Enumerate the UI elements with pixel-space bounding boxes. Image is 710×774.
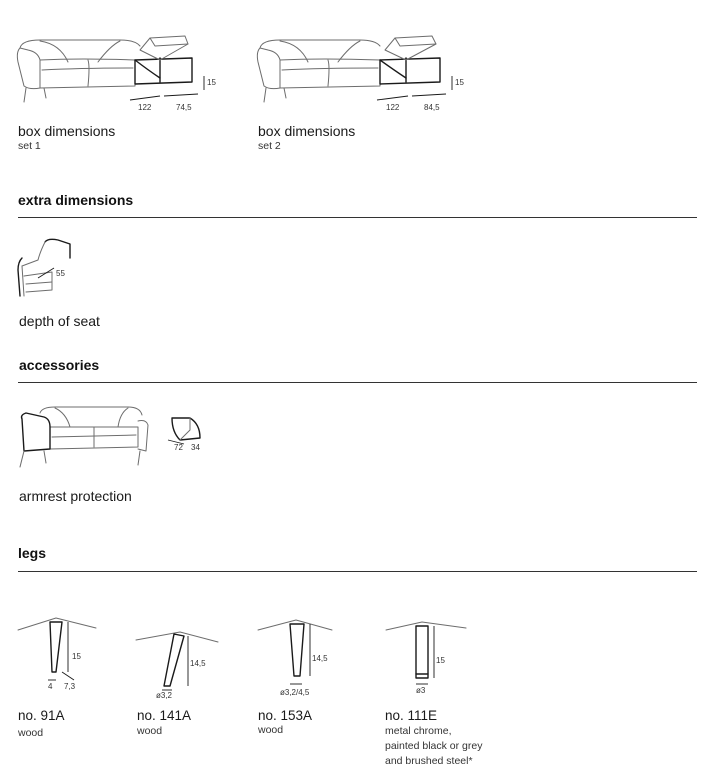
armrest-depth-label: 34: [191, 443, 200, 452]
leg-91a-drawing: [0, 600, 120, 700]
armrest-cover-drawing: [160, 410, 220, 455]
section-divider: [18, 217, 697, 218]
leg-91a-material: wood: [18, 727, 44, 739]
leg-111e-name: no. 111E: [385, 708, 438, 723]
box-dimensions-subtitle-set-2: set 2: [258, 140, 281, 152]
leg-91a-dim-a: 4: [48, 682, 53, 691]
sofa-storage-drawing-set-1: [0, 0, 240, 120]
box-width-label-set-1: 122: [138, 103, 152, 112]
leg-153a-name: no. 153A: [258, 708, 313, 723]
leg-141a-material: wood: [137, 725, 163, 737]
box-height-label-set-1: 15: [207, 78, 216, 87]
leg-141a-name: no. 141A: [137, 708, 192, 723]
legs-heading: legs: [18, 545, 47, 561]
leg-111e-material-line-2: painted black or grey: [385, 740, 483, 752]
box-dimensions-subtitle-set-1: set 1: [18, 140, 41, 152]
leg-153a-height: 14,5: [312, 654, 328, 663]
box-dimensions-title-set-2: box dimensions: [258, 123, 356, 139]
leg-111e-material-line-3: and brushed steel*: [385, 755, 473, 767]
leg-153a-diameter: ø3,2/4,5: [280, 688, 310, 697]
leg-153a-drawing: [240, 600, 360, 700]
seat-depth-drawing: [0, 230, 100, 310]
armrest-protection-caption: armrest protection: [19, 488, 132, 504]
leg-91a-name: no. 91A: [18, 708, 65, 723]
leg-91a-height: 15: [72, 652, 81, 661]
box-depth-label-set-2: 84,5: [424, 103, 440, 112]
seat-depth-caption: depth of seat: [19, 313, 100, 329]
box-depth-label-set-1: 74,5: [176, 103, 192, 112]
seat-depth-value: 55: [56, 269, 65, 278]
leg-141a-diameter: ø3,2: [156, 691, 173, 700]
leg-111e-material-line-1: metal chrome,: [385, 725, 452, 737]
leg-91a-dim-b: 7,3: [64, 682, 76, 691]
leg-153a-material: wood: [258, 724, 284, 736]
sofa-storage-drawing-set-2: [240, 0, 480, 120]
armrest-protection-sofa-drawing: [0, 395, 160, 475]
extra-dimensions-heading: extra dimensions: [18, 192, 134, 208]
box-dimensions-title-set-1: box dimensions: [18, 123, 116, 139]
leg-111e-drawing: [360, 600, 480, 700]
leg-111e-height: 15: [436, 656, 445, 665]
accessories-heading: accessories: [19, 357, 100, 373]
section-divider: [18, 382, 697, 383]
armrest-width-label: 72: [174, 443, 183, 452]
leg-111e-diameter: ø3: [416, 686, 426, 695]
box-height-label-set-2: 15: [455, 78, 464, 87]
leg-141a-drawing: [120, 600, 240, 700]
leg-141a-height: 14,5: [190, 659, 206, 668]
box-width-label-set-2: 122: [386, 103, 400, 112]
section-divider: [18, 571, 697, 572]
